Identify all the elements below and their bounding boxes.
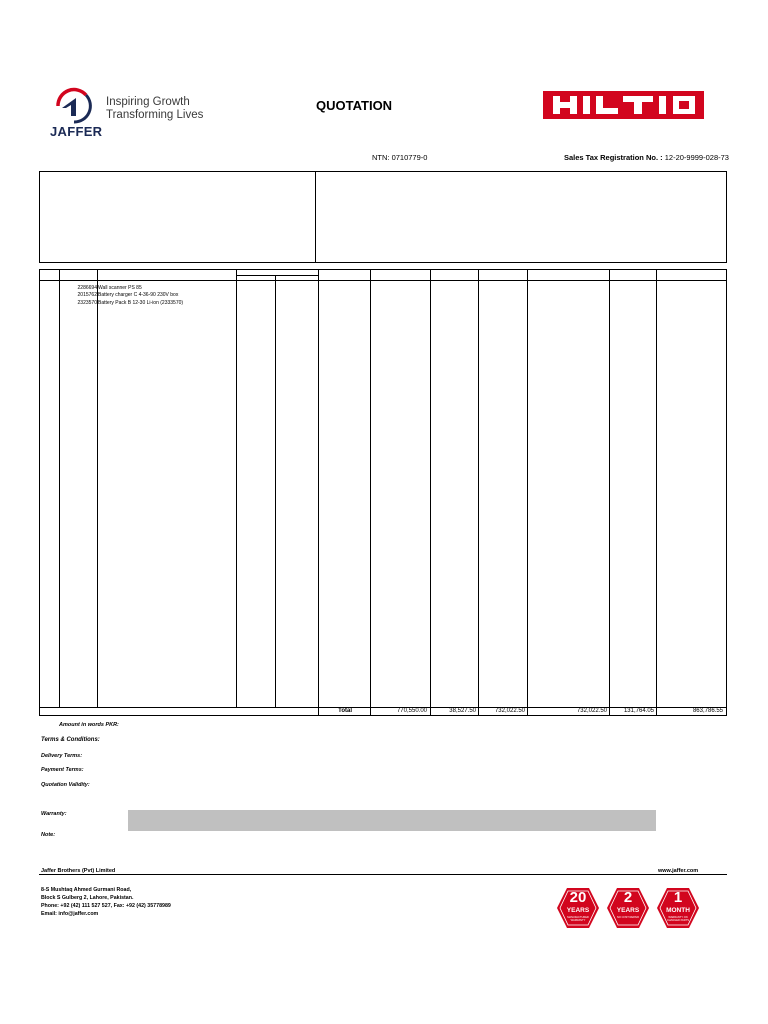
col-divider xyxy=(656,270,657,716)
badge-caption: WARRANTY ON CHANGED PARTS xyxy=(666,916,690,922)
str-label: Sales Tax Registration No. : xyxy=(564,153,665,162)
badge-unit: MONTH xyxy=(666,907,690,914)
note-label: Note: xyxy=(41,832,56,838)
col-divider xyxy=(478,270,479,716)
hilti-logo xyxy=(543,91,704,119)
footer-divider xyxy=(39,874,727,875)
total-value: 131,764.05 xyxy=(623,708,654,714)
jaffer-emblem-icon xyxy=(48,86,104,126)
total-label: Total xyxy=(338,708,352,714)
customer-info-box xyxy=(39,171,316,263)
col-divider xyxy=(527,270,528,716)
badge-unit: YEARS xyxy=(616,907,640,914)
col-divider xyxy=(370,270,371,716)
badge-number: 2 xyxy=(623,889,633,906)
col-divider xyxy=(275,275,276,707)
terms-heading: Terms & Conditions: xyxy=(41,737,100,743)
badge-number: 1 xyxy=(673,889,683,906)
col-divider xyxy=(97,270,98,707)
item-code: 2286694 xyxy=(77,285,97,291)
col-divider xyxy=(59,270,60,707)
table-row xyxy=(40,285,728,291)
amount-in-words: Amount in words PKR: xyxy=(59,722,119,728)
total-value: 770,550.00 xyxy=(396,708,427,714)
hilti-wordmark-icon xyxy=(543,91,704,119)
email-line[interactable]: Email: info@jaffer.com xyxy=(41,911,99,917)
total-value: 38,527.50 xyxy=(449,708,476,714)
quotation-info-box xyxy=(314,171,727,263)
items-table xyxy=(39,269,727,716)
address-line1: 8-S Mushtaq Ahmed Gurmani Road, xyxy=(41,887,132,893)
warranty-label: Warranty: xyxy=(41,811,67,817)
item-code: 2015762 xyxy=(77,292,97,298)
total-value: 732,022.50 xyxy=(494,708,525,714)
badge-caption: NO COST REPAIR xyxy=(617,916,639,919)
item-description: Wall scanner PS 85 xyxy=(98,285,142,291)
col-divider xyxy=(318,270,319,716)
footer-website[interactable]: www.jaffer.com xyxy=(658,868,699,874)
item-description: Battery charger C 4-36-90 230V box xyxy=(98,292,179,298)
table-row xyxy=(40,292,728,298)
tagline-line1: Inspiring Growth xyxy=(106,96,190,108)
company-tagline xyxy=(106,96,203,122)
badge-unit: YEARS xyxy=(566,907,590,914)
total-value: 732,022.50 xyxy=(576,708,607,714)
contact-line: Phone: +92 (42) 111 527 527, Fax: +92 (42) 35778989 xyxy=(41,903,171,909)
warranty-field[interactable] xyxy=(128,810,656,831)
delivery-terms: Delivery Terms: xyxy=(41,753,83,759)
footer-company: Jaffer Brothers (Pvt) Limited xyxy=(41,868,116,874)
total-value: 863,786.55 xyxy=(692,708,723,714)
ntn-number: NTN: 0710779-0 xyxy=(372,153,428,162)
str-value: 12-20-9999-028-73 xyxy=(664,153,729,162)
header-bottom-line xyxy=(40,280,726,281)
col-divider xyxy=(236,270,237,707)
badge-manufacturer-warranty xyxy=(556,886,600,930)
footer-address xyxy=(41,886,171,918)
badge-changed-parts xyxy=(656,886,700,930)
table-row xyxy=(40,300,728,306)
item-code: 2323570 xyxy=(77,300,97,306)
sales-tax-registration xyxy=(564,153,729,162)
col-divider xyxy=(430,270,431,716)
badge-no-cost-repair xyxy=(606,886,650,930)
document-title: QUOTATION xyxy=(316,98,393,113)
col-divider xyxy=(609,270,610,716)
badge-number: 20 xyxy=(569,889,587,906)
item-description: Battery Pack B 12-30 Li-ion (2333570) xyxy=(98,300,184,306)
badge-caption: MANUFACTURER WARRANTY xyxy=(567,916,589,922)
tagline-line2: Transforming Lives xyxy=(106,109,204,121)
quotation-validity: Quotation Validity: xyxy=(41,782,90,788)
sub-header-line xyxy=(236,275,319,276)
company-name-logo: JAFFER xyxy=(50,124,103,139)
payment-terms: Payment Terms: xyxy=(41,767,84,773)
address-line2: Block S Gulberg 2, Lahore, Pakistan. xyxy=(41,895,134,901)
